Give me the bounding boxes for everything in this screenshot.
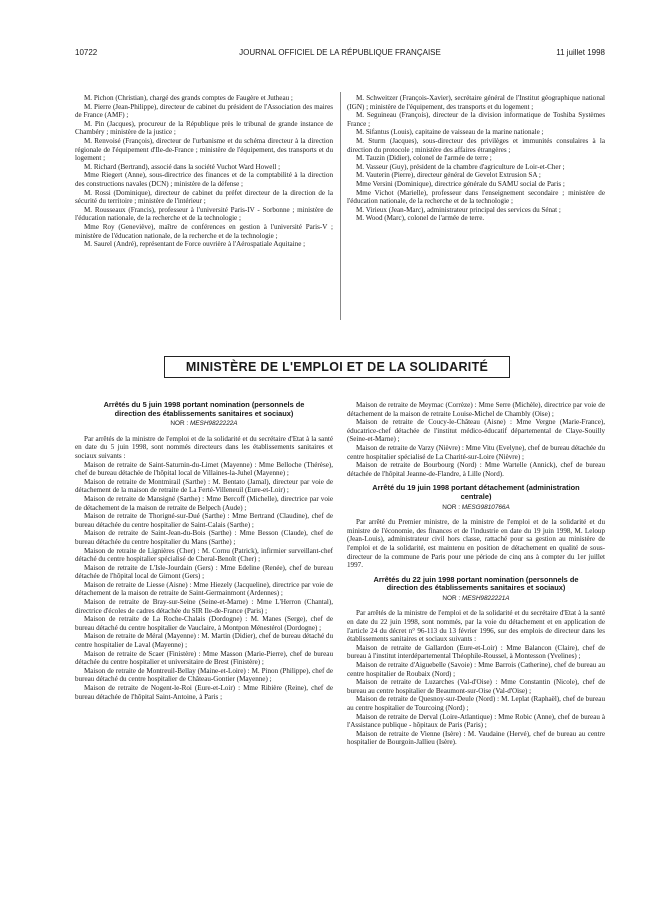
paragraph: Maison de retraite de L'Isle-Jourdain (Gers) : Mme Edeline (Renée), chef de bureau détachée de l'hôpital local de Gimont (Gers) ; [75, 563, 333, 581]
paragraph: Maison de retraite d'Aiguebelle (Savoie) : Mme Barrois (Catherine), chef de bureau au centre hospitalier de Roubaix (Nord) ; [347, 661, 605, 678]
decree-title: Arrêtés du 22 juin 1998 portant nomination (personnels de direction des établissements sanitaires et sociaux) [373, 574, 579, 593]
paragraph: Maison de retraite de La Roche-Chalais (Dordogne) : M. Manes (Serge), chef de bureau détaché du centre hospitalier de Vauclaire, à Montpon Ménestérol (Dordogne) ; [75, 615, 333, 632]
paragraph: M. Saurel (André), représentant de Force ouvrière à l'Aérospatiale Aquitaine ; [84, 240, 306, 249]
paragraph: M. Vauterin (Pierre), directeur général de Gevelot Extrusion SA ; [356, 171, 541, 180]
nor-reference: NOR : MESH9822221A [442, 594, 510, 602]
paragraph: Maison de retraite de Liesse (Aisne) : Mme Hiezely (Jacqueline), directrice par voie de détachement de la maison de retraite de Saint-Germainmont (Ardennes) ; [75, 580, 333, 598]
paragraph: Maison de retraite de Montmirail (Sarthe) : M. Bentato (Jamal), directeur par voie de détachement de la maison de retraite de La Ferté-Villeneuil (Eure-et-Loir) ; [75, 477, 333, 495]
nor-reference: NOR : MESH9822222A [170, 420, 238, 428]
paragraph: M. Wood (Marc), colonel de l'armée de terre. [356, 214, 485, 223]
decree-column-right [347, 401, 605, 747]
paragraph: Maison de retraite de Saint-Saturnin-du-Limet (Mayenne) : Mme Belloche (Thérèse), chef de bureau détachée de l'hôpital local de Villaines-la-Juhel (Mayenne) ; [75, 460, 333, 478]
paragraph: Par arrêtés de la ministre de l'emploi et de la solidarité et du secrétaire d'Etat à la santé en date du 22 juin 1998, sont nommés, par la voie du détachement et en application de l'article 24 du décret n° 96-113 du 13 février 1996, sur des emplois de directeur dans les établissements sanitaires et sociaux suivants : [347, 609, 605, 644]
paragraph: Maison de retraite de Bray-sur-Seine (Seine-et-Marne) : Mme L'Herron (Chantal), directrice d'écoles de cadres détachée du SIR Ile-de-France (Paris) ; [75, 598, 333, 615]
journal-title: JOURNAL OFFICIEL DE LA RÉPUBLIQUE FRANÇAISE [239, 48, 441, 57]
paragraph: M. Pin (Jacques), procureur de la République près le tribunal de grande instance de Chambéry ; ministère de la justice ; [75, 119, 333, 137]
paragraph: Maison de retraite de Lignières (Cher) : M. Cornu (Patrick), infirmier surveillant-chef détaché du centre hospitalier spécialisé de Cheral-Benoît (Cher) ; [75, 546, 333, 564]
column-divider [340, 92, 341, 320]
paragraph: M. Seguineau (François), directeur de la division informatique de Toshiba Systèmes France ; [347, 111, 605, 128]
nomination-list-left [75, 94, 333, 249]
paragraph: Maison de retraite de Varzy (Nièvre) : Mme Vitu (Evelyne), chef de bureau détachée du centre hospitalier spécialisé de La Charité-sur-Loire (Nièvre) ; [347, 443, 605, 461]
paragraph: M. Richard (Bertrand), associé dans la société Vuchot Ward Howell ; [84, 162, 281, 171]
decree-title: Arrêtés du 5 juin 1998 portant nomination (personnels de direction des établissements sanitaires et sociaux) [103, 400, 305, 418]
paragraph: Maison de retraite de Mansigné (Sarthe) : Mme Bercoff (Michelle), directrice par voie de détachement de la maison de retraite de Belpech (Aude) ; [75, 494, 333, 512]
paragraph: M. Schweitzer (François-Xavier), secrétaire général de l'Institut géographique national (IGN) ; ministère de l'équipement, des transports et du logement ; [347, 94, 605, 111]
paragraph: Mme Roy (Geneviève), maître de conférences en gestion à l'université Paris-V ; ministère de l'éducation nationale, de la recherche et de la technologie ; [75, 222, 333, 240]
paragraph: Maison de retraite de Coucy-le-Château (Aisne) : Mme Vergne (Marie-France), éducatrice-chef détachée de l'institut médico-éducatif départemental de Claye-Souilly (Seine-et-Marne) ; [347, 418, 605, 444]
paragraph: Par arrêté du Premier ministre, de la ministre de l'emploi et de la solidarité et du ministre de l'économie, des finances et de l'industrie en date du 19 juin 1998, M. Leloup (Jean-Louis), administrateur civil hors classe, rattaché pour sa gestion au ministère de l'emploi et de la solidarité, est maintenu en position de détachement en qualité de sous-directeur de la commune de Paris pour une période de cinq ans à compter du 1er juillet 1997. [347, 518, 605, 570]
decree-column-left [75, 401, 333, 701]
paragraph: M. Pierre (Jean-Philippe), directeur de cabinet du président de l'Association des maires de France (AMF) ; [75, 102, 333, 120]
paragraph: Mme Riegert (Anne), sous-directrice des finances et de la comptabilité à la direction des constructions navales (DCN) ; ministère de la défense ; [75, 171, 333, 188]
paragraph: Maison de retraite de Thorigné-sur-Dué (Sarthe) : Mme Bertrand (Claudine), chef de bureau détachée du centre hospitalier de Saint-Calais (Sarthe) ; [75, 512, 333, 529]
issue-date: 11 juillet 1998 [556, 48, 605, 57]
paragraph: M. Sifantus (Louis), capitaine de vaisseau de la marine nationale ; [356, 128, 544, 137]
paragraph: Maison de retraite de Méral (Mayenne) : M. Martin (Didier), chef de bureau détaché du centre hospitalier de Laval (Mayenne) ; [75, 632, 333, 650]
decree-body [347, 609, 605, 747]
paragraph: M. Sturm (Jacques), sous-directeur des privilèges et immunités consulaires à la direction du protocole ; ministère des affaires étrangères ; [347, 136, 605, 154]
paragraph: Maison de retraite de Saint-Jean-du-Bois (Sarthe) : Mme Besson (Claude), chef de bureau détachée du centre hospitalier du Mans (Sarthe) ; [75, 529, 333, 546]
paragraph: Mme Versini (Dominique), directrice générale du SAMU social de Paris ; [356, 179, 565, 188]
ministry-banner: MINISTÈRE DE L'EMPLOI ET DE LA SOLIDARITÉ [164, 356, 510, 378]
decree-body [75, 435, 333, 701]
paragraph: Maison de retraite de Luzarches (Val-d'Oise) : Mme Constantin (Nicole), chef de bureau au centre hospitalier de Beaumont-sur-Oise (Val-d'Oise) ; [347, 678, 605, 695]
paragraph: Par arrêtés de la ministre de l'emploi et de la solidarité et du secrétaire d'Etat à la santé en date du 5 juin 1998, sont nommés directeurs dans les établissements sanitaires et sociaux suivants : [75, 434, 333, 460]
page-number: 10722 [75, 48, 98, 57]
paragraph: M. Vasseur (Guy), président de la chambre d'agriculture de Loir-et-Cher ; [356, 162, 565, 171]
nor-reference: NOR : MESG9810766A [442, 503, 510, 511]
paragraph: Maison de retraite de Quesnoy-sur-Deule (Nord) : M. Leplat (Raphaël), chef de bureau au centre hospitalier de Tourcoing (Nord) ; [347, 695, 605, 712]
decree-body [347, 518, 605, 570]
decree-title: Arrêté du 19 juin 1998 portant détachement (administration centrale) [372, 483, 580, 501]
paragraph: Maison de retraite de Bourbourg (Nord) : Mme Wartelle (Annick), chef de bureau détachée de l'hôpital Jeanne-de-Flandre, à Lille (Nord). [347, 461, 605, 478]
paragraph: Maison de retraite de Nogent-le-Roi (Eure-et-Loir) : Mme Ribière (Reine), chef de bureau détachée de l'hôpital Saint-Antoine, à Paris ; [75, 684, 333, 701]
paragraph: M. Virieux (Jean-Marc), administrateur principal des services du Sénat ; [356, 205, 561, 214]
paragraph: Maison de retraite de Derval (Loire-Atlantique) : Mme Robic (Anne), chef de bureau à l'Assistance publique - hôpitaux de Paris (Paris) ; [347, 712, 605, 730]
paragraph: Maison de retraite de Vienne (Isère) : M. Vaudaine (Hervé), chef de bureau au centre hospitalier de Bourgoin-Jallieu (Isère). [347, 729, 605, 747]
page-header [75, 48, 605, 60]
paragraph: M. Renvoisé (François), directeur de l'urbanisme et du schéma directeur à la direction régionale de l'équipement d'Ile-de-France ; ministère de l'équipement, des transports et du logement ; [75, 136, 333, 163]
paragraph: Maison de retraite de Meymac (Corrèze) : Mme Serre (Michèle), directrice par voie de détachement de la maison de retraite Louise-Michel de Chambly (Oise) ; [347, 401, 605, 418]
paragraph: M. Rousseaux (Francis), professeur à l'université Paris-IV - Sorbonne ; ministère de l'éducation nationale, de la recherche et de la technologie ; [75, 205, 333, 223]
nomination-list-right [347, 94, 605, 223]
paragraph: M. Tauzin (Didier), colonel de l'armée de terre ; [356, 154, 492, 163]
paragraph: Maison de retraite de Montreuil-Bellay (Maine-et-Loire) : M. Pinon (Philippe), chef de bureau détaché du centre hospitalier de Château-Gontier (Mayenne) ; [75, 666, 333, 684]
paragraph: Maison de retraite de Gallardon (Eure-et-Loir) : Mme Balancon (Claire), chef de bureau à l'institut interdépartemental Théophile-Roussel, à Montesson (Yvelines) ; [347, 643, 605, 661]
decree-body-continued [347, 401, 605, 478]
paragraph: M. Rossi (Dominique), directeur de cabinet du préfet directeur de la direction de la sécurité du territoire ; ministère de l'intérieur ; [75, 188, 333, 206]
paragraph: M. Pichon (Christian), chargé des grands comptes de Faugère et Jutheau ; [84, 94, 293, 102]
paragraph: Mme Vichot (Marielle), professeur dans l'enseignement secondaire ; ministère de l'éducation nationale, de la recherche et de la technologie ; [347, 188, 605, 206]
paragraph: Maison de retraite de Scaer (Finistère) : Mme Masson (Marie-Pierre), chef de bureau détachée du centre hospitalier et universitaire de Brest (Finistère) ; [75, 649, 333, 667]
